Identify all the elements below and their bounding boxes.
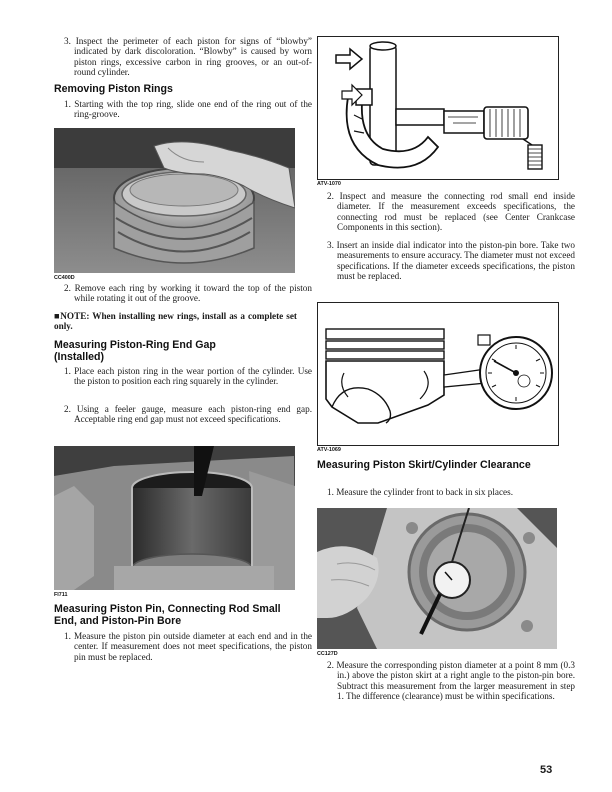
note-install-rings-complete-set (54, 311, 297, 332)
step-2-measure-piston-diameter: 2. Measure the corresponding piston diameter at a point 8 mm (0.3 in.) above the piston skirt at a right angle to the piston-pin bore. Subtract this measurement from the larger measurement in step 1. The difference (clearance) must be within specifications. (327, 660, 575, 702)
figure-caption-cc400d: CC400D (54, 275, 75, 281)
heading-measuring-piston-pin: Measuring Piston Pin, Connecting Rod Small End, and Piston-Pin Bore (54, 603, 281, 628)
step-1-place-ring-in-cylinder: 1. Place each piston ring in the wear portion of the cylinder. Use the piston to position each ring squarely in the cylinder. (64, 366, 312, 387)
figure-caption-fi711: FI711 (54, 592, 68, 598)
note-bullet-icon: ■ (54, 311, 61, 321)
step-2-feeler-gauge: 2. Using a feeler gauge, measure each piston-ring end gap. Acceptable ring end gap must not exceed specifications. (64, 404, 312, 425)
step-3-inside-dial-indicator: 3. Insert an inside dial indicator into the piston-pin bore. Take two measurements to ensure accuracy. The diameter must not exceed specifications. If the diameter exceeds specifications, the piston must be replaced. (327, 240, 575, 282)
photo-cylinder-bore-gauge (317, 508, 557, 649)
step-2-remove-each-ring: 2. Remove each ring by working it toward the top of the piston while rotating it out of the groove. (64, 283, 312, 304)
note-text: NOTE: When installing new rings, install as a complete set only. (54, 311, 297, 332)
figure-caption-cc127d: CC127D (317, 651, 338, 657)
figure-caption-atv-1069: ATV-1069 (317, 447, 341, 453)
step-1-remove-ring: 1. Starting with the top ring, slide one end of the ring out of the ring-groove. (64, 99, 312, 120)
photo-piston-ring-removal (54, 128, 295, 273)
figure-caption-atv-1070: ATV-1070 (317, 181, 341, 187)
heading-measuring-piston-ring-end-gap: Measuring Piston-Ring End Gap (Installed) (54, 339, 216, 364)
illustration-dial-indicator-piston-bore (317, 302, 559, 446)
step-1-measure-piston-pin: 1. Measure the piston pin outside diameter at each end and in the center. If measurement does not meet specifications, the piston pin must be replaced. (64, 631, 312, 662)
illustration-micrometer-piston-pin (317, 36, 559, 180)
step-2-inspect-connecting-rod: 2. Inspect and measure the connecting rod small end inside diameter. If the measurement exceeds specifications, the connecting rod must be replaced (see Center Crankcase Components in this section). (327, 191, 575, 233)
heading-removing-piston-rings: Removing Piston Rings (54, 83, 173, 95)
step-1-measure-cylinder: 1. Measure the cylinder front to back in six places. (327, 487, 513, 497)
heading-measuring-piston-skirt-clearance: Measuring Piston Skirt/Cylinder Clearance (317, 459, 531, 471)
page-number: 53 (540, 764, 553, 776)
photo-ring-in-cylinder (54, 446, 295, 590)
step-3-inspect-blowby: 3. Inspect the perimeter of each piston for signs of “blowby” indicated by dark discoloration. “Blowby” is caused by worn piston rings, excessive carbon in ring grooves, or an out-of-round cylinder. (64, 36, 312, 78)
